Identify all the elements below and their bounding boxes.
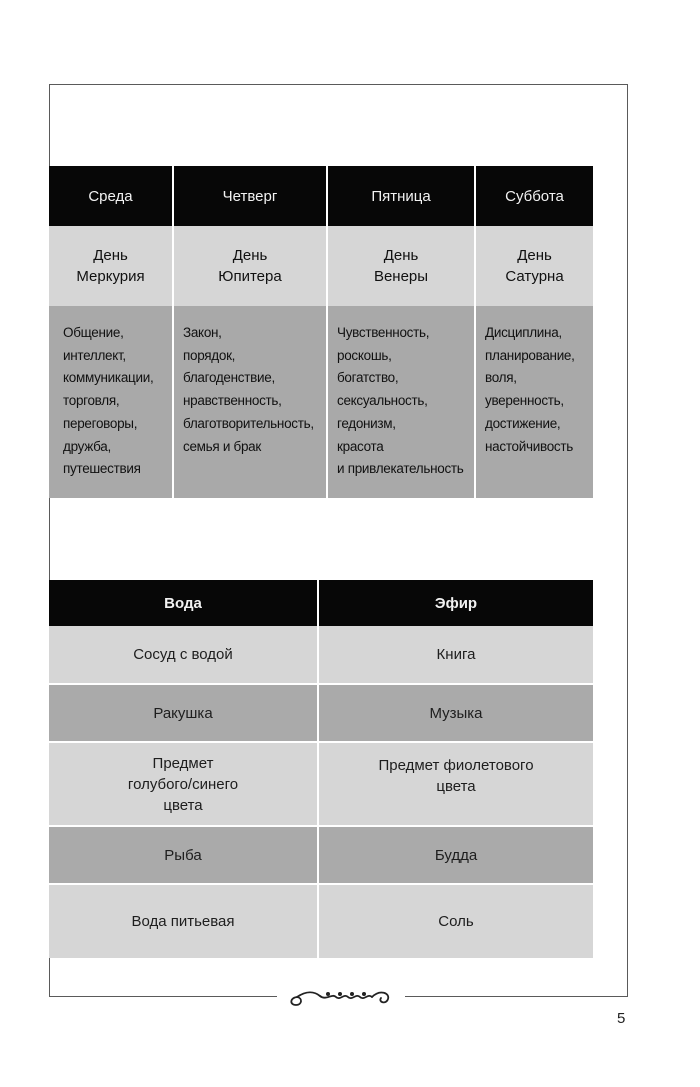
elements-table (49, 580, 593, 958)
cell-line: Будда (434, 846, 478, 864)
qualities-cell (173, 306, 327, 498)
day-name-line: День (232, 247, 268, 264)
quality-line: гедонизм, (337, 415, 396, 431)
page-frame-bottom-left (49, 996, 277, 997)
quality-line: благотворительность, (183, 415, 314, 431)
quality-line: торговля, (63, 393, 120, 409)
qualities-cell (475, 306, 593, 498)
day-name-line: День (383, 247, 419, 264)
quality-line: красота (337, 438, 384, 454)
day-name-line: Сатурна (505, 268, 564, 285)
table-row (49, 884, 593, 958)
page-frame-top (49, 84, 628, 85)
qualities-row (49, 306, 593, 498)
day-names-row (49, 226, 593, 306)
quality-line: интеллект, (63, 347, 126, 363)
table-row (49, 826, 593, 884)
header-thursday: Четверг (173, 166, 327, 226)
page-frame-right (627, 84, 628, 997)
page-frame-bottom-right (405, 996, 628, 997)
cell-line: Музыка (429, 704, 483, 722)
flourish-ornament-icon (284, 984, 396, 1010)
days-table (49, 166, 593, 498)
cell-line: Предмет фиолетового (378, 757, 534, 774)
quality-line: нравственность, (183, 393, 282, 409)
quality-line: роскошь, (337, 347, 392, 363)
header-wednesday: Среда (49, 166, 173, 226)
day-name-cell (173, 226, 327, 306)
cell-line: цвета (436, 778, 476, 795)
ether-cell (318, 742, 593, 826)
quality-line: достижение, (485, 415, 561, 431)
cell-line: Ракушка (153, 704, 213, 722)
table-row (49, 626, 593, 684)
day-name-cell (475, 226, 593, 306)
quality-line: сексуальность, (337, 393, 428, 409)
ether-cell (318, 684, 593, 742)
quality-line: и привлекательность (337, 461, 464, 477)
cell-line: цвета (163, 796, 203, 814)
cell-line: Соль (438, 913, 474, 930)
day-name-line: День (517, 247, 552, 264)
quality-line: переговоры, (63, 415, 138, 431)
day-name-cell (49, 226, 173, 306)
water-cell (49, 626, 318, 684)
day-name-cell (327, 226, 475, 306)
cell-line: Книга (436, 646, 476, 663)
header-friday: Пятница (327, 166, 475, 226)
quality-line: семья и брак (183, 438, 261, 454)
quality-line: Общение, (63, 325, 124, 340)
table-row (49, 742, 593, 826)
day-name-line: Меркурия (76, 268, 145, 285)
quality-line: уверенность, (485, 393, 564, 409)
quality-line: Чувственность, (337, 325, 430, 340)
quality-line: планирование, (485, 347, 575, 363)
qualities-cell (49, 306, 173, 498)
cell-line: Сосуд с водой (133, 646, 233, 663)
quality-line: благоденствие, (183, 370, 275, 386)
ether-cell (318, 884, 593, 958)
quality-line: Дисциплина, (485, 325, 562, 340)
page-number: 5 (617, 1010, 626, 1027)
quality-line: путешествия (63, 461, 141, 477)
table-row (49, 684, 593, 742)
header-water: Вода (49, 580, 318, 626)
quality-line: настойчивость (485, 438, 573, 454)
cell-line: Рыба (164, 846, 202, 864)
quality-line: Закон, (183, 325, 222, 340)
quality-line: богатство, (337, 370, 399, 386)
quality-line: воля, (485, 370, 517, 386)
water-cell (49, 884, 318, 958)
ether-cell (318, 626, 593, 684)
qualities-cell (327, 306, 475, 498)
water-cell (49, 684, 318, 742)
elements-table-header-row (49, 580, 593, 626)
water-cell (49, 826, 318, 884)
cell-line: голубого/синего (127, 775, 239, 793)
day-name-line: День (93, 247, 128, 264)
water-cell (49, 742, 318, 826)
header-ether: Эфир (318, 580, 593, 626)
cell-line: Предмет (152, 754, 214, 772)
quality-line: порядок, (183, 347, 236, 363)
quality-line: дружба, (63, 438, 111, 454)
quality-line: коммуникации, (63, 370, 154, 386)
day-name-line: Венеры (373, 268, 429, 285)
day-name-line: Юпитера (218, 268, 282, 285)
days-table-header-row (49, 166, 593, 226)
cell-line: Вода питьевая (131, 913, 235, 930)
ether-cell (318, 826, 593, 884)
header-saturday: Суббота (475, 166, 593, 226)
